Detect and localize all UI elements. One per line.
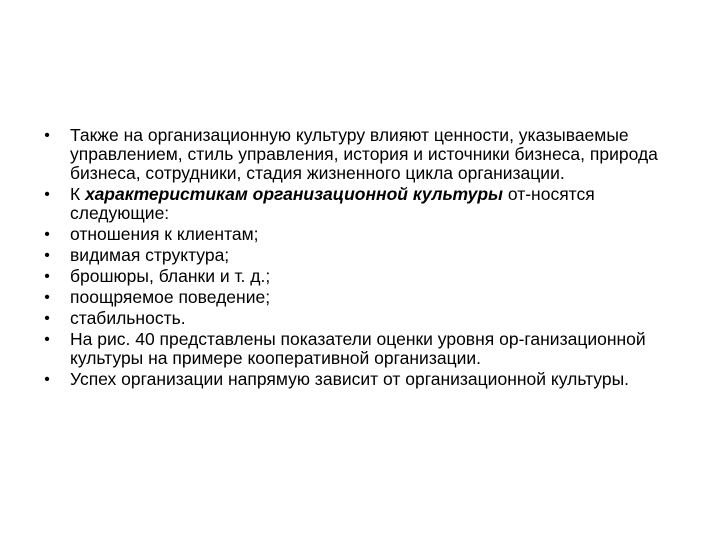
list-item <box>40 288 680 307</box>
list-item <box>40 246 680 265</box>
item-text: отношения к клиентам; <box>70 224 259 244</box>
bullet-list <box>40 126 680 391</box>
item-text-emphasis: характеристикам организационной культуры <box>85 184 503 204</box>
item-text: брошюры, бланки и т. д.; <box>70 266 271 286</box>
item-text: Также на организационную культуру влияют ценности, указываемые управлением, стиль управления, история и источники бизнеса, природа бизнеса, сотрудники, стадия жизненного цикла организации. <box>70 125 658 183</box>
list-item <box>40 267 680 286</box>
bullet-icon: • <box>44 247 50 264</box>
bullet-icon: • <box>44 331 50 348</box>
bullet-icon: • <box>44 310 50 327</box>
list-item <box>40 185 680 223</box>
list-item <box>40 309 680 328</box>
list-item <box>40 330 680 368</box>
bullet-icon: • <box>44 226 50 243</box>
bullet-icon: • <box>44 127 50 144</box>
item-text-after: от-носятся следующие: <box>70 184 595 223</box>
bullet-icon: • <box>44 268 50 285</box>
bullet-icon: • <box>44 371 50 388</box>
list-item <box>40 370 680 389</box>
item-text: стабильность. <box>70 308 186 328</box>
bullet-icon: • <box>44 289 50 306</box>
item-text-before: К <box>70 184 86 204</box>
bullet-icon: • <box>44 186 50 203</box>
item-text: На рис. 40 представлены показатели оценки уровня ор-ганизационной культуры на примере кооперативной организации. <box>70 329 646 368</box>
item-text: видимая структура; <box>70 245 230 265</box>
item-text: Успех организации напрямую зависит от организационной культуры. <box>70 369 630 389</box>
list-item <box>40 225 680 244</box>
list-item <box>40 126 680 183</box>
item-text: поощряемое поведение; <box>70 287 271 307</box>
